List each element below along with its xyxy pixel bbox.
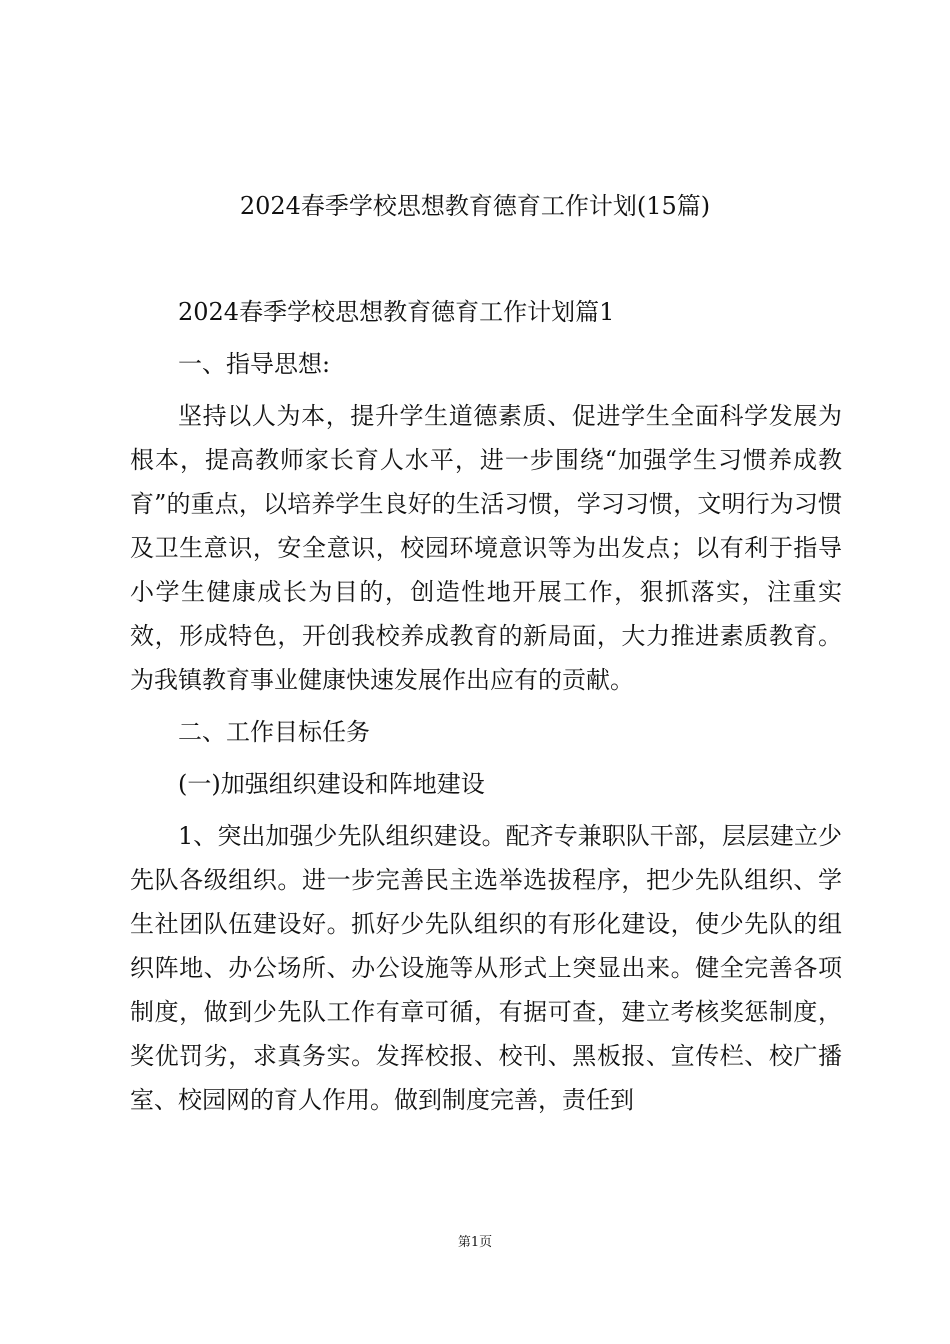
heading-organization-building: (一)加强组织建设和阵地建设: [178, 770, 485, 798]
heading-work-goals: 二、工作目标任务: [178, 718, 370, 746]
paragraph-guiding-ideology: 坚持以人为本，提升学生道德素质、促进学生全面科学发展为根本，提高教师家长育人水平，进一步围绕“加强学生习惯养成教育”的重点，以培养学生良好的生活习惯，学习习惯，文明行为习惯及卫生意识，安全意识，校园环境意识等为出发点；以有利于指导小学生健康成长为目的，创造性地开展工作，狠抓落实，注重实效，形成特色，开创我校养成教育的新局面，大力推进素质教育。为我镇教育事业健康快速发展作出应有的贡献。: [130, 402, 842, 694]
paragraph-young-pioneers: 1、突出加强少先队组织建设。配齐专兼职队干部，层层建立少先队各级组织。进一步完善民主选举选拔程序，把少先队组织、学生社团队伍建设好。抓好少先队组织的有形化建设，使少先队的组织阵地、办公场所、办公设施等从形式上突显出来。健全完善各项制度，做到少先队工作有章可循，有据可查，建立考核奖惩制度，奖优罚劣，求真务实。发挥校报、校刊、黑板报、宣传栏、校广播室、校园网的育人作用。做到制度完善，责任到: [130, 822, 842, 1114]
heading-guiding-ideology: 一、指导思想:: [178, 350, 331, 378]
document-body: [130, 290, 842, 1122]
section-title: 2024春季学校思想教育德育工作计划篇1: [178, 298, 615, 326]
page-number: 第1页: [457, 1235, 493, 1250]
document-title: 2024春季学校思想教育德育工作计划(15篇): [239, 192, 711, 220]
